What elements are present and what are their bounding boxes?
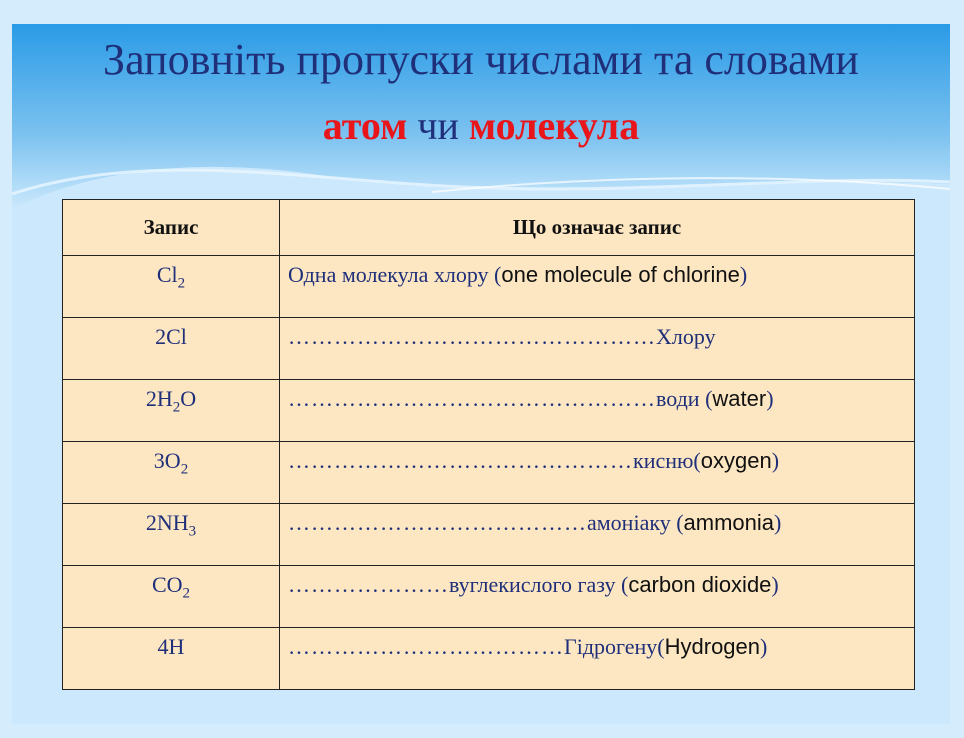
formula-base: 2Cl [155, 324, 187, 349]
formula-cell [63, 628, 280, 690]
formula-base: 2H [145, 386, 173, 411]
meaning-english: one molecule of chlorine [501, 262, 740, 287]
meaning-cell [280, 504, 915, 566]
table-row [63, 318, 915, 380]
table-row [63, 380, 915, 442]
header-meaning: Що означає запис [280, 200, 915, 256]
meaning-cell [280, 318, 915, 380]
meaning-ukrainian: вуглекислого газу ( [449, 572, 629, 597]
meaning-close-paren: ) [771, 448, 780, 473]
formula-base: 3O [153, 448, 181, 473]
blank-dots: ……………………………………… [288, 448, 633, 473]
formula-base: 4H [157, 634, 185, 659]
word-or: чи [417, 103, 459, 148]
blank-dots: ……………………………… [288, 634, 564, 659]
blank-dots: ………………………………… [288, 510, 587, 535]
meaning-close-paren: ) [766, 386, 774, 411]
meaning-ukrainian: Хлору [656, 324, 716, 349]
blank-dots: ………………… [288, 572, 449, 597]
meaning-close-paren: ) [774, 510, 782, 535]
meaning-english: oxygen [700, 448, 772, 473]
formula-base: Cl [156, 262, 178, 287]
formula-cell [63, 256, 280, 318]
formula-tail: O [180, 386, 197, 411]
meaning-close-paren: ) [771, 572, 779, 597]
formula-cell [63, 380, 280, 442]
exercise-table [62, 199, 915, 690]
meaning-english: ammonia [683, 510, 775, 535]
page-title: Заповніть пропуски числами та словами [103, 35, 859, 84]
table-row [63, 442, 915, 504]
meaning-cell [280, 628, 915, 690]
table-row [63, 628, 915, 690]
formula-subscript: 3 [188, 523, 197, 540]
meaning-english: carbon dioxide [628, 572, 772, 597]
meaning-cell [280, 442, 915, 504]
formula-base: 2NH [145, 510, 189, 535]
meaning-english: Hydrogen [664, 634, 761, 659]
page-subtitle [12, 100, 950, 152]
meaning-ukrainian: Гідрогену( [564, 634, 665, 659]
formula-base: CO [151, 572, 183, 597]
meaning-cell [280, 256, 915, 318]
formula-cell [63, 442, 280, 504]
formula-cell [63, 318, 280, 380]
meaning-english: water [712, 386, 767, 411]
header-record: Запис [63, 200, 280, 256]
meaning-cell [280, 380, 915, 442]
word-atom: атом [322, 103, 408, 148]
meaning-ukrainian: кисню( [633, 448, 701, 473]
blank-dots: ………………………………………… [288, 324, 656, 349]
meaning-ukrainian: води ( [656, 386, 713, 411]
formula-subscript: 2 [182, 585, 191, 602]
formula-cell [63, 566, 280, 628]
table-row [63, 256, 915, 318]
formula-subscript: 2 [172, 399, 181, 416]
word-molecule: молекула [468, 103, 640, 148]
formula-subscript: 2 [177, 275, 186, 292]
table-row [63, 504, 915, 566]
table-header-row [63, 200, 915, 256]
slide [12, 24, 950, 724]
meaning-close-paren: ) [739, 262, 748, 287]
meaning-cell [280, 566, 915, 628]
blank-dots: ………………………………………… [288, 386, 656, 411]
meaning-close-paren: ) [760, 634, 768, 659]
meaning-ukrainian: амоніаку ( [587, 510, 684, 535]
table-row [63, 566, 915, 628]
meaning-ukrainian: Одна молекула хлору ( [288, 262, 502, 287]
formula-cell [63, 504, 280, 566]
formula-subscript: 2 [180, 461, 189, 478]
